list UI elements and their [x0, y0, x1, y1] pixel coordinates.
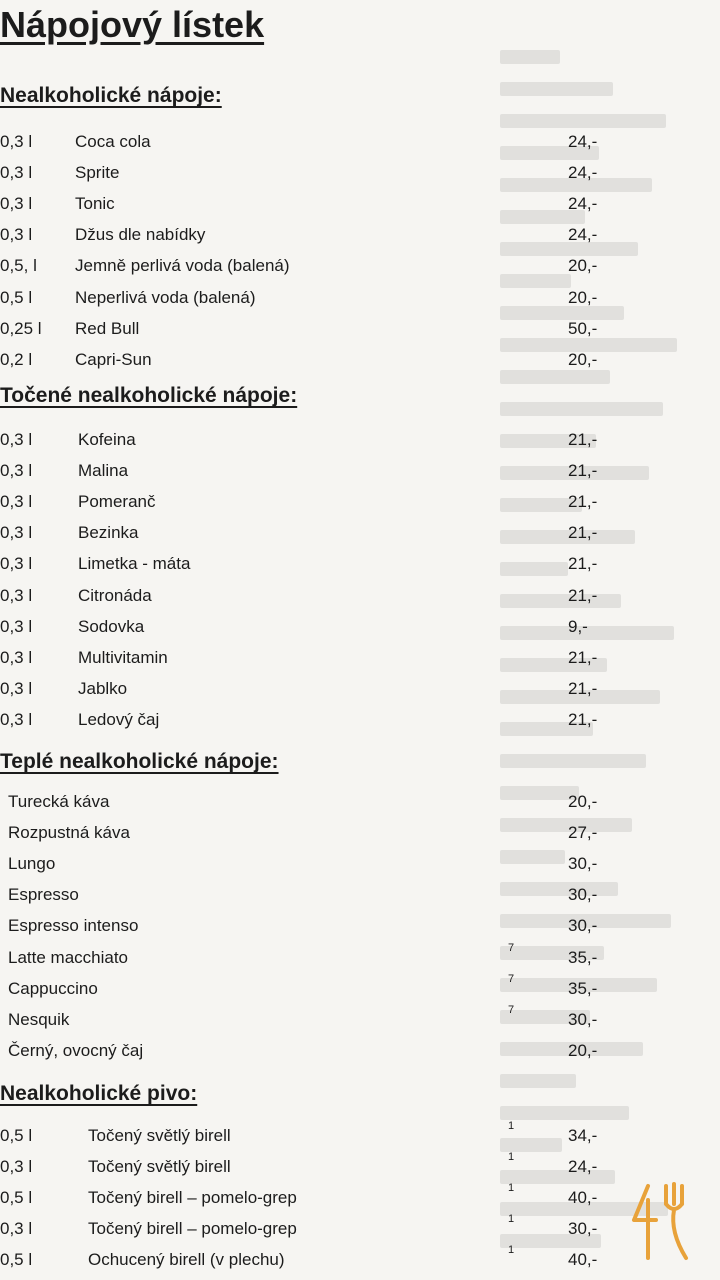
item-name: Espresso intenso [8, 916, 139, 936]
menu-item [0, 941, 720, 974]
allergen-note: 7 [508, 972, 515, 985]
menu-item [0, 350, 720, 376]
allergen-note: 1 [508, 1120, 515, 1132]
item-name: Bezinka [78, 523, 139, 543]
item-name: Espresso [8, 885, 79, 905]
menu-item [0, 1120, 720, 1152]
item-volume: 0,3 l [0, 1219, 33, 1238]
item-price: 20,- [568, 792, 598, 811]
menu-item [0, 523, 720, 549]
item-price: 24,- [568, 132, 598, 151]
item-name: Točený birell – pomelo-grep [88, 1219, 297, 1238]
menu-item [0, 916, 720, 942]
item-price: 24,- [568, 194, 598, 214]
item-volume: 0,5 l [0, 1250, 33, 1269]
item-price: 30,- [568, 916, 598, 936]
item-price: 21,- [568, 709, 598, 729]
item-price: 21,- [568, 554, 598, 574]
menu-item [0, 554, 720, 580]
menu-item [0, 823, 720, 849]
item-name: Neperlivá voda (balená) [75, 287, 256, 307]
item-name: Latte macchiato [8, 947, 129, 967]
allergen-note: 1 [508, 1244, 515, 1256]
item-volume: 0,3 l [0, 225, 33, 245]
item-price: 21,- [568, 461, 598, 481]
item-name: Cappuccino [8, 978, 98, 998]
menu-item [0, 1213, 720, 1245]
allergen-note: 1 [508, 1151, 515, 1163]
item-volume: 0,25 l [0, 318, 42, 338]
item-name: Jablko [78, 678, 128, 698]
menu-item [0, 617, 720, 643]
item-price: 21,- [568, 585, 598, 605]
menu-item [0, 288, 720, 314]
item-name: Točený světlý birell [88, 1126, 231, 1145]
item-price: 20,- [568, 287, 598, 307]
item-name: Multivitamin [78, 647, 168, 667]
item-name: Turecká káva [8, 792, 110, 811]
item-name: Coca cola [75, 132, 151, 151]
item-price: 24,- [568, 225, 598, 245]
allergen-note: 7 [508, 1003, 515, 1016]
menu-item [0, 430, 720, 456]
item-volume: 0,3 l [0, 163, 33, 183]
menu-item [0, 972, 720, 1005]
bleed-through-line [500, 1074, 576, 1088]
item-volume: 0,5 l [0, 1126, 33, 1145]
allergen-note: 1 [508, 1182, 515, 1194]
item-volume: 0,5, l [0, 256, 37, 276]
menu-item [0, 319, 720, 345]
section-heading: Nealkoholické pivo: [0, 1082, 198, 1105]
item-price: 24,- [568, 1157, 598, 1176]
menu-item [0, 1041, 720, 1067]
bleed-through-line [500, 754, 646, 768]
menu-item [0, 1182, 720, 1214]
item-name: Capri-Sun [75, 349, 152, 369]
item-price: 40,- [568, 1188, 598, 1207]
item-price: 35,- [568, 978, 598, 998]
item-volume: 0,3 l [0, 709, 33, 729]
item-price: 9,- [568, 616, 588, 636]
item-volume: 0,3 l [0, 616, 33, 636]
item-name: Ochucený birell (v plechu) [88, 1250, 285, 1269]
item-name: Točený birell – pomelo-grep [88, 1188, 297, 1207]
bleed-through-line [500, 1106, 629, 1120]
item-name: Sodovka [78, 616, 145, 636]
item-price: 50,- [568, 318, 598, 338]
item-name: Pomeranč [78, 492, 156, 512]
item-name: Jemně perlivá voda (balená) [75, 256, 290, 276]
item-volume: 0,5 l [0, 1188, 33, 1207]
menu-item [0, 461, 720, 487]
allergen-note: 7 [508, 941, 515, 954]
item-name: Černý, ovocný čaj [8, 1040, 144, 1060]
item-price: 30,- [568, 885, 598, 905]
bleed-through-line [500, 50, 560, 64]
item-volume: 0,3 l [0, 585, 33, 605]
section-heading: Točené nealkoholické nápoje: [0, 384, 298, 407]
item-price: 40,- [568, 1250, 598, 1269]
item-name: Rozpustná káva [8, 823, 130, 843]
menu-item [0, 586, 720, 612]
item-volume: 0,3 l [0, 1157, 33, 1176]
menu-item [0, 492, 720, 518]
item-price: 30,- [568, 1219, 598, 1238]
menu-item [0, 194, 720, 220]
menu-item [0, 1003, 720, 1036]
page-title: Nápojový lístek [0, 4, 265, 45]
item-name: Kofeina [78, 430, 136, 449]
bleed-through-line [500, 82, 613, 96]
bleed-through-line [500, 114, 666, 128]
item-volume: 0,3 l [0, 132, 33, 151]
section-heading: Nealkoholické nápoje: [0, 84, 222, 107]
menu-item [0, 710, 720, 736]
menu-item [0, 132, 720, 158]
item-price: 21,- [568, 492, 598, 512]
item-name: Džus dle nabídky [75, 225, 206, 245]
menu-item [0, 1244, 720, 1276]
item-price: 27,- [568, 823, 598, 843]
item-price: 21,- [568, 678, 598, 698]
item-volume: 0,3 l [0, 678, 33, 698]
menu-item [0, 679, 720, 705]
item-volume: 0,5 l [0, 287, 33, 307]
item-name: Nesquik [8, 1009, 70, 1029]
item-name: Točený světlý birell [88, 1157, 231, 1176]
item-price: 30,- [568, 1009, 598, 1029]
item-volume: 0,3 l [0, 647, 33, 667]
item-price: 21,- [568, 647, 598, 667]
menu-item [0, 792, 720, 818]
item-price: 34,- [568, 1126, 598, 1145]
item-name: Sprite [75, 163, 120, 183]
item-name: Malina [78, 461, 129, 481]
item-volume: 0,3 l [0, 430, 33, 449]
item-volume: 0,3 l [0, 554, 33, 574]
fork-logo-icon [626, 1180, 702, 1262]
item-price: 21,- [568, 430, 598, 449]
item-price: 20,- [568, 256, 598, 276]
allergen-note: 1 [508, 1213, 515, 1225]
menu-item [0, 1151, 720, 1183]
item-name: Ledový čaj [78, 709, 160, 729]
menu-item [0, 854, 720, 880]
bleed-through-line [500, 402, 663, 416]
section-heading: Teplé nealkoholické nápoje: [0, 750, 279, 773]
item-name: Limetka - máta [78, 554, 191, 574]
item-volume: 0,3 l [0, 461, 33, 481]
menu-item [0, 225, 720, 251]
item-name: Lungo [8, 854, 56, 874]
item-price: 21,- [568, 523, 598, 543]
item-name: Red Bull [75, 318, 140, 338]
item-price: 20,- [568, 349, 598, 369]
item-volume: 0,3 l [0, 523, 33, 543]
item-volume: 0,2 l [0, 349, 33, 369]
menu-item [0, 163, 720, 189]
item-volume: 0,3 l [0, 194, 33, 214]
item-price: 35,- [568, 947, 598, 967]
menu-item [0, 648, 720, 674]
item-name: Tonic [75, 194, 115, 214]
menu-item [0, 256, 720, 282]
item-name: Citronáda [78, 585, 152, 605]
item-volume: 0,3 l [0, 492, 33, 512]
item-price: 24,- [568, 163, 598, 183]
item-price: 30,- [568, 854, 598, 874]
menu-item [0, 885, 720, 911]
item-price: 20,- [568, 1040, 598, 1060]
